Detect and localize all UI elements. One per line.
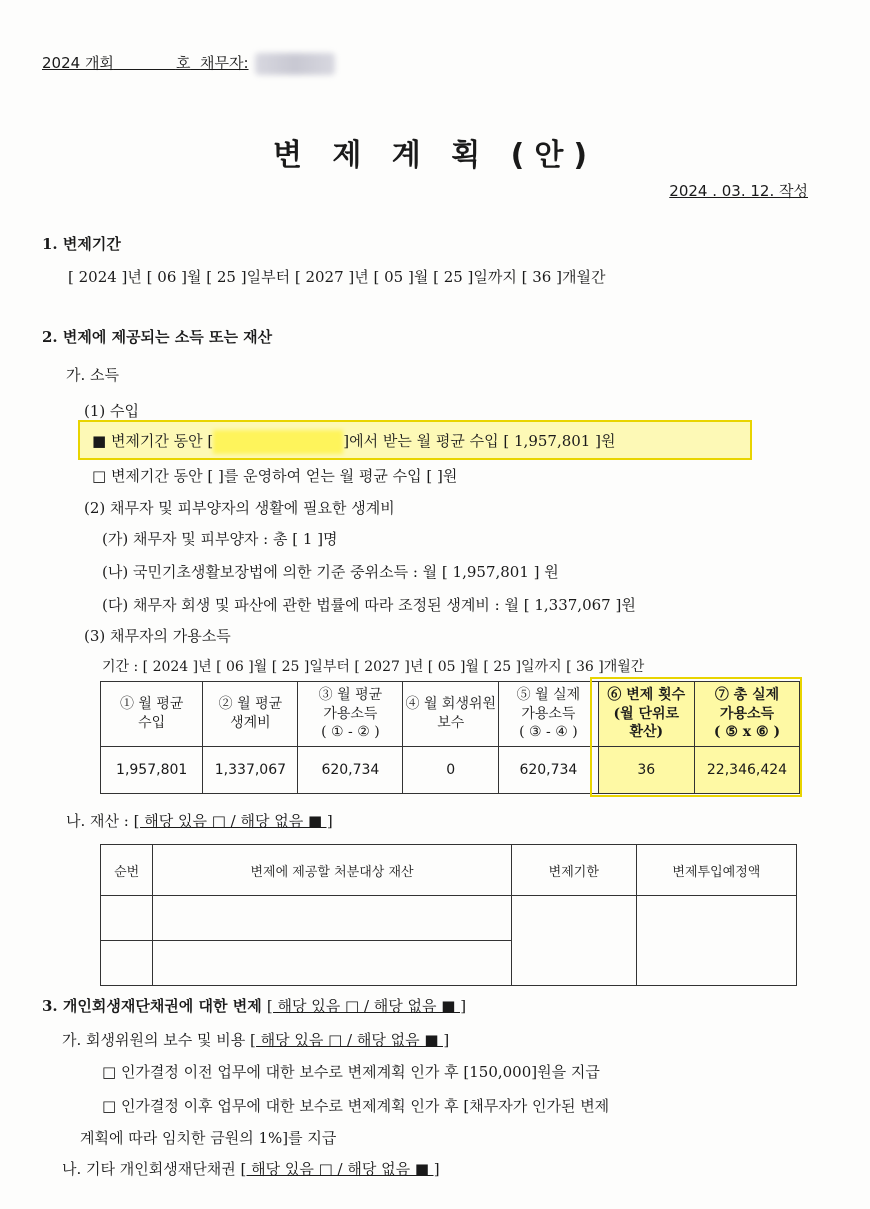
section1-period: [ 2024 ]년 [ 06 ]월 [ 25 ]일부터 [ 2027 ]년 [ 05 ]월 [ 25 ]일까지 [ 36 ]개월간 <box>68 268 606 286</box>
assets-line: 나. 재산 : [ 해당 있음 □ / 해당 없음 ■ ] <box>66 812 333 830</box>
section3-ga-opt1: □ 인가결정 이전 업무에 대한 보수로 변제계획 인가 후 [150,000]원을 지급 <box>102 1063 600 1081</box>
table-cell: 1,337,067 <box>203 747 298 794</box>
table-header-row <box>101 845 797 896</box>
written-date: 2024 . 03. 12. 작성 <box>669 182 808 200</box>
assets-status: [ 해당 있음 □ / 해당 없음 ■ ] <box>133 812 333 830</box>
section1-heading: 1. 변제기간 <box>42 235 121 253</box>
table-cell <box>153 941 512 986</box>
col-monthly-income: ① 월 평균 수입 <box>101 682 203 747</box>
col-actual-available: ⑤ 월 실제 가용소득 ( ③ - ④ ) <box>499 682 598 747</box>
section3-na-status: [ 해당 있음 □ / 해당 없음 ■ ] <box>240 1160 440 1178</box>
income-option-2: □ 변제기간 동안 [ ]를 운영하여 얻는 월 평균 수입 [ ]원 <box>92 467 458 485</box>
table-cell: 36 <box>598 747 694 794</box>
living-a: (가) 채무자 및 피부양자 : 총 [ 1 ]명 <box>102 530 338 548</box>
section2-ga: 가. 소득 <box>66 366 120 384</box>
section3-status: [ 해당 있음 □ / 해당 없음 ■ ] <box>266 997 467 1015</box>
col-seq: 순번 <box>101 845 153 896</box>
section3-na: 나. 기타 개인회생재단채권 [ 해당 있음 □ / 해당 없음 ■ ] <box>62 1160 440 1178</box>
section3-ga: 가. 회생위원의 보수 및 비용 [ 해당 있음 □ / 해당 없음 ■ ] <box>62 1031 450 1049</box>
assets-table <box>100 844 797 986</box>
table-cell <box>511 896 636 986</box>
col-monthly-available: ③ 월 평균 가용소득 ( ① - ② ) <box>298 682 403 747</box>
debtor-name-redacted <box>255 53 335 75</box>
table-cell: 0 <box>403 747 499 794</box>
living-b: (나) 국민기초생활보장법에 의한 기준 중위소득 : 월 [ 1,957,801 ] 원 <box>102 563 559 581</box>
section3-ga-opt2a: □ 인가결정 이후 업무에 대한 보수로 변제계획 인가 후 [채무자가 인가된 변제 <box>102 1097 610 1115</box>
col-trustee-fee: ④ 월 회생위원 보수 <box>403 682 499 747</box>
employer-redacted <box>213 430 343 454</box>
case-prefix: 2024 개회 <box>42 54 114 72</box>
section3-ga-status: [ 해당 있음 □ / 해당 없음 ■ ] <box>250 1031 450 1049</box>
section3-heading: 3. 개인회생재단채권에 대한 변제 [ 해당 있음 □ / 해당 없음 ■ ] <box>42 997 467 1015</box>
avail-period: 기간 : [ 2024 ]년 [ 06 ]월 [ 25 ]일부터 [ 2027 ]년 [ 05 ]월 [ 25 ]일까지 [ 36 ]개월간 <box>102 659 645 675</box>
col-monthly-living: ② 월 평균 생계비 <box>203 682 298 747</box>
income-heading: (1) 수입 <box>84 402 139 420</box>
living-c: (다) 채무자 회생 및 파산에 관한 법률에 따라 조정된 생계비 : 월 [ 1,337,067 ]원 <box>102 596 636 614</box>
section3-ga-opt2b: 계획에 따라 임치한 금원의 1%]를 지급 <box>80 1129 337 1147</box>
living-heading: (2) 채무자 및 피부양자의 생활에 필요한 생계비 <box>84 499 395 517</box>
table-cell <box>101 896 153 941</box>
page-title: 변 제 계 획 (안) <box>272 138 598 173</box>
table-row <box>101 896 797 941</box>
col-repayment-count: ⑥ 변제 횟수 (월 단위로 환산) <box>598 682 694 747</box>
avail-heading: (3) 채무자의 가용소득 <box>84 627 231 645</box>
col-amount: 변제투입예정액 <box>636 845 796 896</box>
col-asset: 변제에 제공할 처분대상 재산 <box>153 845 512 896</box>
debtor-label: 채무자: <box>199 54 249 72</box>
table-cell <box>101 941 153 986</box>
col-total-available: ⑦ 총 실제 가용소득 ( ⑤ x ⑥ ) <box>694 682 799 747</box>
income-option-1: ■ 변제기간 동안 [ ]에서 받는 월 평균 수입 [ 1,957,801 ]원 <box>92 430 615 454</box>
case-suffix: 호 <box>175 54 191 72</box>
table-cell: 620,734 <box>499 747 598 794</box>
table-cell: 620,734 <box>298 747 403 794</box>
table-cell <box>153 896 512 941</box>
table-cell: 22,346,424 <box>694 747 799 794</box>
section2-heading: 2. 변제에 제공되는 소득 또는 재산 <box>42 328 273 346</box>
table-cell <box>636 896 796 986</box>
case-header <box>42 52 335 75</box>
col-due: 변제기한 <box>511 845 636 896</box>
table-cell: 1,957,801 <box>101 747 203 794</box>
table-highlight <box>590 677 802 797</box>
